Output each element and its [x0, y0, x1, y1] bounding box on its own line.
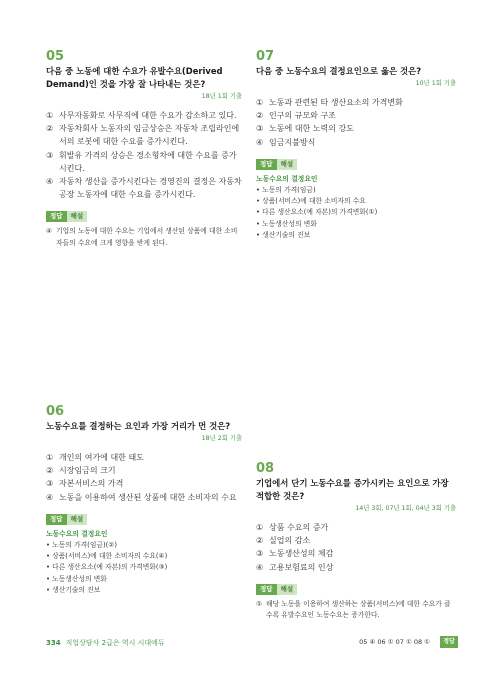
exam-source: 10년 1회 기출: [415, 80, 456, 87]
option-3: ③ 휘발유 가격의 상승은 경소형차에 대한 수요를 증가시킨다.: [46, 150, 237, 173]
option-list: [46, 109, 242, 201]
answer-badge: [256, 159, 456, 170]
answer-label: 정답: [46, 514, 67, 525]
option-4: ④ 고용보험료의 인상: [256, 562, 334, 572]
exam-source: 18년 1회 기출: [201, 93, 242, 100]
book-title: 직업상담사 2급은 역시 시대에듀: [65, 639, 165, 647]
option-list: [256, 96, 456, 149]
question-08: [256, 462, 456, 621]
explanation-item: • 다른 생산요소(예 자본)의 가격변화(①): [256, 207, 456, 218]
option-list: [46, 451, 242, 504]
option-2: ② 인구의 규모와 구조: [256, 111, 336, 121]
answer-label: 정답: [256, 584, 277, 595]
explain-label: 해설: [67, 514, 88, 525]
explanation-heading: 노동수요의 결정요인: [46, 529, 108, 538]
page-footer: [0, 636, 500, 652]
question-number: 06: [46, 404, 65, 419]
page-info: [46, 638, 165, 648]
explanation-item: • 노동생산성의 변화: [46, 574, 242, 585]
option-1: ① 노동과 관련된 타 생산요소의 가격변화: [256, 98, 403, 107]
explain-label: 해설: [277, 159, 298, 170]
answer-tag: 정답: [440, 636, 458, 648]
explain-label: 해설: [67, 211, 88, 222]
question-number: 05: [46, 49, 65, 64]
option-list: [256, 521, 456, 574]
option-1: ① 사무자동화로 사무직에 대한 수요가 감소하고 있다.: [46, 111, 237, 120]
question-number: 07: [256, 49, 275, 64]
explanation: ① 해당 노동을 이용하여 생산하는 상품(서비스)에 대한 수요가 클수록 유발수요인 노동수요는 증가한다.: [256, 599, 451, 620]
option-4: ④ 자동차 생산을 증가시킨다는 경영진의 결정은 자동차공장 노동자에 대한 수요를 증가시킨다.: [46, 177, 242, 200]
question-text: 기업에서 단기 노동수요를 증가시키는 요인으로 가장 적합한 것은?: [256, 478, 449, 501]
exam-source: 18년 2회 기출: [201, 435, 242, 442]
answer-key: 05 ④ 06 ① 07 ① 08 ①: [359, 638, 430, 646]
option-1: ① 개인의 여가에 대한 태도: [46, 453, 144, 462]
explanation-item: • 상품(서비스)에 대한 소비자의 수요(④): [46, 551, 242, 562]
explanation: [256, 174, 456, 241]
option-4: ④ 임금지불방식: [256, 137, 316, 147]
explanation-item: • 생산기술의 진보: [46, 585, 242, 596]
explanation-item: • 노동의 가격(임금): [256, 185, 456, 196]
question-number: 08: [256, 461, 275, 476]
answer-label: 정답: [256, 159, 277, 170]
question-06: [46, 405, 242, 596]
question-text: 다음 중 노동에 대한 수요가 유발수요(Derived Demand)인 것을 가장 잘 나타내는 것은?: [46, 66, 223, 89]
option-1: ① 상품 수요의 증가: [256, 523, 329, 532]
question-05: [46, 50, 242, 249]
explanation-heading: 노동수요의 결정요인: [256, 174, 318, 183]
answer-badge: [256, 584, 456, 595]
page-number: 334: [46, 639, 61, 647]
explanation-item: • 상품(서비스)에 대한 소비자의 수요: [256, 196, 456, 207]
explanation: ④ 기업의 노동에 대한 수요는 기업에서 생산된 상품에 대한 소비자들의 수요에 크게 영향을 받게 된다.: [46, 227, 238, 247]
option-4: ④ 노동을 이용하여 생산된 상품에 대한 소비자의 수요: [46, 492, 237, 502]
question-text: 다음 중 노동수요의 결정요인으로 옳은 것은?: [256, 66, 422, 76]
option-2: ② 자동차회사 노동자의 임금상승은 자동차 조립라인에서의 로봇에 대한 수요를 증가시킨다.: [46, 124, 240, 147]
option-3: ③ 자본서비스의 가격: [46, 479, 124, 489]
explanation: [46, 529, 242, 596]
option-3: ③ 노동생산성의 체감: [256, 549, 334, 559]
explanation-item: • 노동생산성의 변화: [256, 219, 456, 230]
answer-label: 정답: [46, 211, 67, 222]
exam-source: 14년 3회, 07년 1회, 04년 3회 기출: [355, 505, 456, 512]
option-3: ③ 노동에 대한 노력의 강도: [256, 124, 354, 134]
answer-badge: [46, 514, 242, 525]
option-2: ② 실업의 감소: [256, 536, 311, 546]
question-07: [256, 50, 456, 241]
explain-label: 해설: [277, 584, 298, 595]
option-2: ② 시장임금의 크기: [46, 466, 116, 476]
explanation-item: • 생산기술의 진보: [256, 230, 456, 241]
explanation-item: • 노동의 가격(임금)(②): [46, 540, 242, 551]
explanation-item: • 다른 생산요소(예 자본)의 가격변화(③): [46, 562, 242, 573]
answer-badge: [46, 211, 242, 222]
question-text: 노동수요를 결정하는 요인과 가장 거리가 먼 것은?: [46, 421, 231, 431]
